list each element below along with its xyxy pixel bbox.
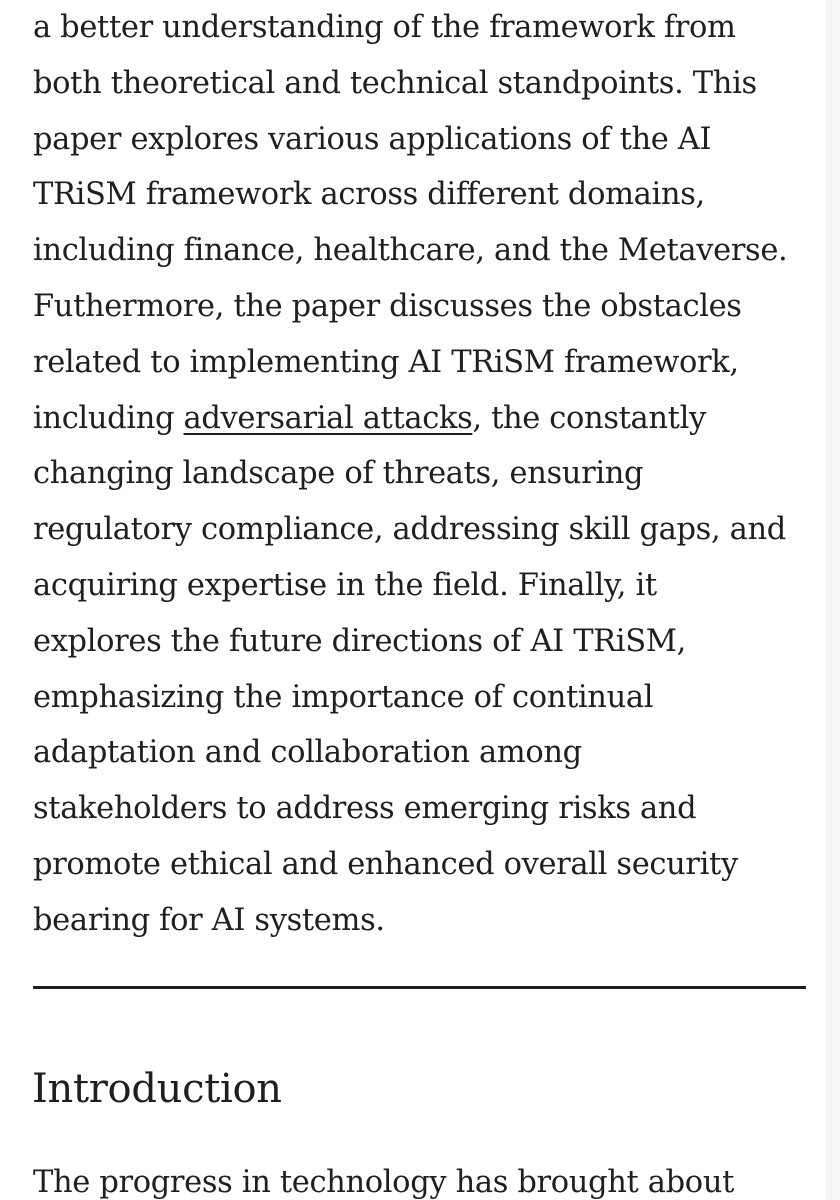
abstract-line: stakeholders to address emerging risks and	[33, 791, 697, 827]
abstract-line: a better understanding of the framework from	[33, 10, 736, 45]
abstract-line: acquiring expertise in the field. Finally, it	[33, 567, 657, 603]
abstract-line: adaptation and collaboration among	[33, 735, 582, 771]
abstract-line-suffix: , the constantly	[472, 400, 706, 436]
adversarial-attacks-link[interactable]: adversarial attacks	[183, 400, 473, 436]
section-heading-introduction: Introduction	[32, 1066, 282, 1112]
scrollbar-track[interactable]	[826, 0, 840, 1200]
abstract-line-with-link	[33, 391, 823, 447]
introduction-first-line: The progress in technology has brought about	[33, 1165, 735, 1200]
abstract-line: emphasizing the importance of continual	[33, 679, 654, 715]
section-divider	[33, 986, 806, 989]
abstract-text	[33, 0, 823, 949]
abstract-line: bearing for AI systems.	[33, 902, 385, 938]
abstract-line: explores the future directions of AI TRiSM,	[33, 623, 686, 659]
abstract-line: related to implementing AI TRiSM framework,	[33, 344, 739, 380]
abstract-line: promote ethical and enhanced overall security	[33, 846, 738, 882]
abstract-line: both theoretical and technical standpoints. This	[33, 65, 757, 101]
abstract-line: paper explores various applications of the AI	[33, 121, 712, 157]
abstract-line: regulatory compliance, addressing skill gaps, and	[33, 512, 786, 548]
abstract-line: changing landscape of threats, ensuring	[33, 456, 644, 492]
abstract-line: TRiSM framework across different domains,	[33, 177, 705, 213]
abstract-line: Futhermore, the paper discusses the obstacles	[33, 288, 742, 324]
abstract-line: including finance, healthcare, and the Metaverse.	[33, 233, 788, 269]
abstract-line-prefix: including	[33, 400, 175, 436]
